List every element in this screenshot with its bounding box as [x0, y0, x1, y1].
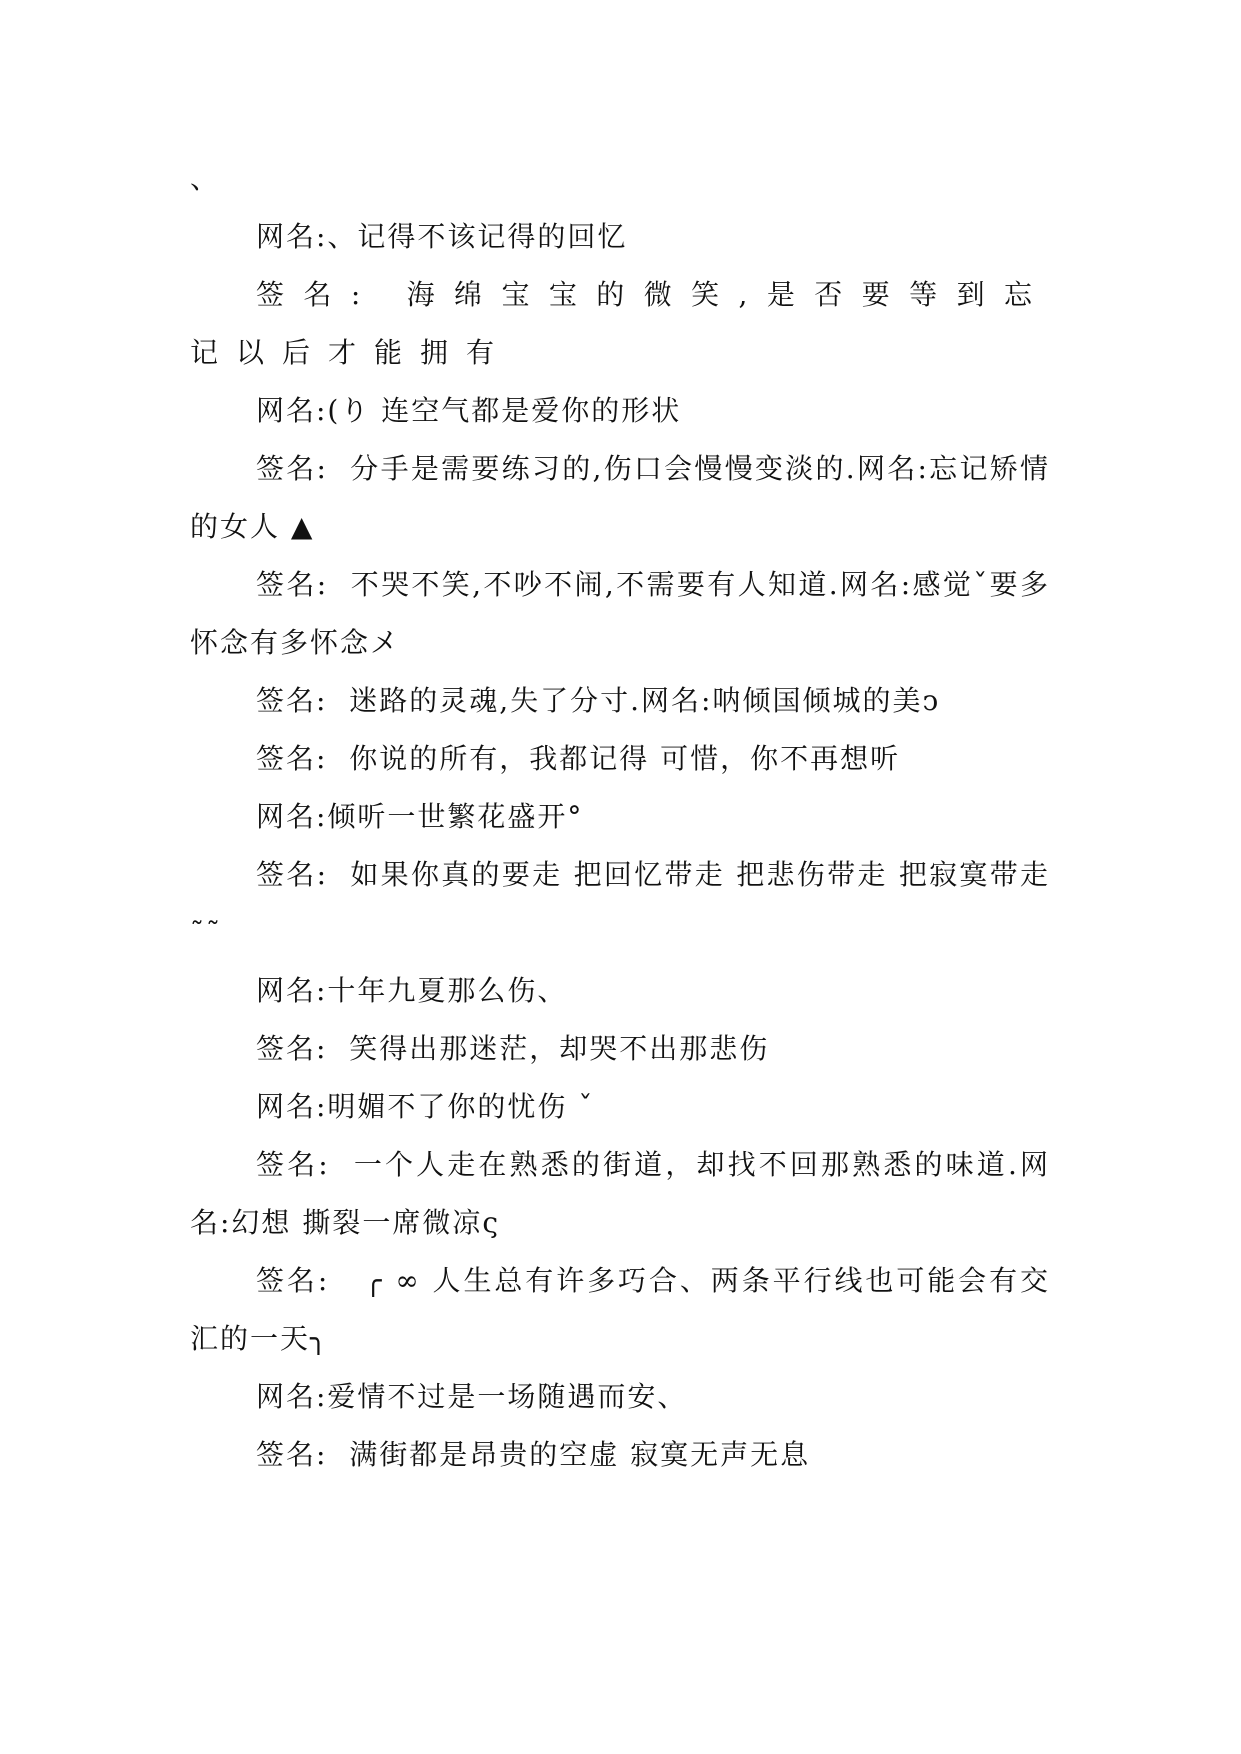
paragraph-5: 签名: 不哭不笑,不吵不闹,不需要有人知道.网名:感觉ˇ要多怀念有多怀念メ — [190, 568, 1050, 659]
paragraph-1: 网名:、记得不该记得的回忆 — [256, 220, 628, 253]
paragraph-7: 签名: 你说的所有，我都记得 可惜，你不再想听 — [256, 742, 901, 775]
paragraph-12: 网名:明媚不了你的忧伤 ˇ — [256, 1090, 595, 1123]
paragraph-11: 签名: 笑得出那迷茫，却哭不出那悲伤 — [256, 1032, 770, 1065]
paragraph-16: 签名: 满街都是昂贵的空虚 寂寞无声无息 — [256, 1438, 811, 1471]
paragraph-0: 、 — [190, 162, 221, 195]
paragraph-2: 签名: 海绵宝宝的微笑,是否要等到忘记以后才能拥有 — [190, 278, 1050, 369]
paragraph-8: 网名:倾听一世繁花盛开° — [256, 800, 584, 833]
paragraph-10: 网名:十年九夏那么伤、 — [256, 974, 568, 1007]
paragraph-3: 网名:(り 连空气都是爱你的形状 — [256, 394, 682, 427]
paragraph-4: 签名: 分手是需要练习的,伤口会慢慢变淡的.网名:忘记矫情的女人 ▲ — [190, 452, 1050, 543]
document-page — [190, 150, 1061, 1484]
paragraph-15: 网名:爱情不过是一场随遇而安、 — [256, 1380, 688, 1413]
paragraph-14: 签名: ╭ ∞ 人生总有许多巧合、两条平行线也可能会有交汇的一天╮ — [190, 1264, 1050, 1355]
paragraph-13: 签名: 一个人走在熟悉的街道，却找不回那熟悉的味道.网名:幻想 撕裂一席微凉ς — [190, 1148, 1050, 1239]
paragraph-6: 签名: 迷路的灵魂,失了分寸.网名:呐倾国倾城的美ↄ — [256, 684, 941, 717]
paragraph-9: 签名: 如果你真的要走 把回忆带走 把悲伤带走 把寂寞带走 ˜˜ — [190, 858, 1061, 949]
